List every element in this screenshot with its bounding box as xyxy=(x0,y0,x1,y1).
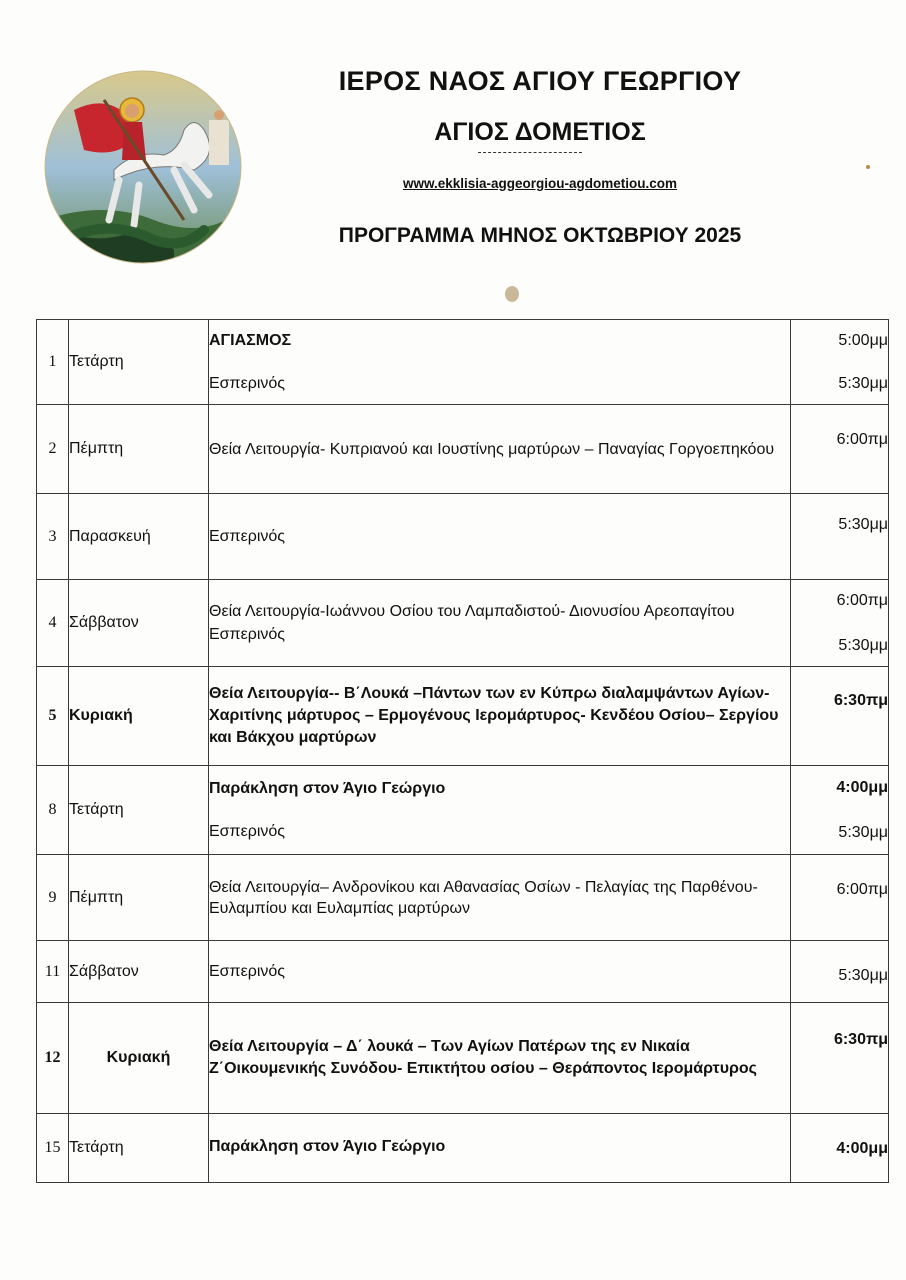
date-cell: 1 xyxy=(37,320,69,405)
time-cell xyxy=(791,667,889,766)
church-title: ΙΕΡΟΣ ΝΑΟΣ ΑΓΙΟΥ ΓΕΩΡΓΙΟΥ xyxy=(338,66,742,96)
table-row xyxy=(37,1003,889,1114)
table-row xyxy=(37,941,889,1003)
service-cell xyxy=(209,667,791,766)
service-name: Θεία Λειτουργία-- Β΄Λουκά –Πάντων των εν Κύπρω διαλαμψάντων Αγίων- Χαριτίνης μάρτυρος – Ερμογένους Ιερομάρτυρος- Κενδέου Οσίου– Σεργίου και Βάκχου μαρτύρων xyxy=(209,685,779,746)
time-cell xyxy=(791,855,889,941)
service-name: Εσπερινός xyxy=(209,963,285,980)
weekday-cell: Πέμπτη xyxy=(69,405,209,494)
time-cell xyxy=(791,941,889,1003)
service-cell xyxy=(209,766,791,855)
service-cell xyxy=(209,1114,791,1183)
service-name: Θεία Λειτουργία- Κυπριανού και Ιουστίνης μαρτύρων – Παναγίας Γοργοεπηκόου xyxy=(209,440,775,458)
service-time: 6:30πμ xyxy=(833,1031,888,1048)
paper-speck xyxy=(866,165,870,169)
service-name: ΑΓΙΑΣΜΟΣ xyxy=(209,332,292,349)
weekday-cell: Κυριακή xyxy=(69,667,209,766)
weekday-cell: Πέμπτη xyxy=(69,855,209,941)
paper-speck xyxy=(505,286,519,302)
service-cell xyxy=(209,494,791,580)
service-time: 5:30μμ xyxy=(838,375,888,392)
table-row xyxy=(37,320,889,405)
service-cell xyxy=(209,405,791,494)
date-cell: 4 xyxy=(37,580,69,667)
date-cell: 9 xyxy=(37,855,69,941)
weekday-cell: Τετάρτη xyxy=(69,320,209,405)
time-cell xyxy=(791,766,889,855)
service-time: 5:30μμ xyxy=(838,637,888,654)
service-name: Εσπερινός xyxy=(209,528,285,545)
service-cell xyxy=(209,941,791,1003)
service-time: 6:30πμ xyxy=(833,692,888,709)
service-name: Παράκληση στον Άγιο Γεώργιο xyxy=(209,780,446,797)
weekday-cell: Τετάρτη xyxy=(69,766,209,855)
schedule-table xyxy=(36,319,889,1183)
service-time: 6:00πμ xyxy=(836,431,888,448)
table-row xyxy=(37,1114,889,1183)
service-time: 6:00πμ xyxy=(836,881,888,898)
service-name: Εσπερινός xyxy=(209,626,285,643)
table-row xyxy=(37,855,889,941)
service-time: 4:00μμ xyxy=(836,779,888,796)
time-cell xyxy=(791,1114,889,1183)
date-cell: 3 xyxy=(37,494,69,580)
service-time: 5:00μμ xyxy=(838,332,888,349)
table-row xyxy=(37,667,889,766)
table-row xyxy=(37,494,889,580)
service-time: 5:30μμ xyxy=(838,967,888,984)
weekday-cell: Παρασκευή xyxy=(69,494,209,580)
time-cell xyxy=(791,580,889,667)
saint-george-icon xyxy=(44,70,242,265)
time-cell xyxy=(791,320,889,405)
time-cell xyxy=(791,405,889,494)
divider xyxy=(478,152,582,153)
service-cell xyxy=(209,1003,791,1114)
table-row xyxy=(37,405,889,494)
time-cell xyxy=(791,494,889,580)
date-cell: 15 xyxy=(37,1114,69,1183)
service-time: 5:30μμ xyxy=(838,824,888,841)
website-link[interactable]: www.ekklisia-aggeorgiou-agdometiou.com xyxy=(402,176,678,191)
service-time: 4:00μμ xyxy=(836,1139,888,1157)
date-cell: 11 xyxy=(37,941,69,1003)
table-row xyxy=(37,580,889,667)
service-name: Θεία Λειτουργία– Ανδρονίκου και Αθανασίας Οσίων - Πελαγίας της Παρθένου-Ευλαμπίου και Ευλαμπίας μαρτύρων xyxy=(209,878,758,917)
service-cell xyxy=(209,855,791,941)
service-name: Θεία Λειτουργία – Δ΄ λουκά – Των Αγίων Πατέρων της εν Νικαία Ζ΄Οικουμενικής Συνόδου- Επικτήτου οσίου – Θεράποντος Ιερομάρτυρος xyxy=(209,1038,757,1077)
service-cell xyxy=(209,320,791,405)
service-name: Εσπερινός xyxy=(209,375,285,392)
service-name: Θεία Λειτουργία-Ιωάννου Οσίου του Λαμπαδιστού- Διονυσίου Αρεοπαγίτου xyxy=(209,603,735,620)
weekday-cell: Κυριακή xyxy=(69,1003,209,1114)
weekday-cell: Σάββατον xyxy=(69,941,209,1003)
table-row xyxy=(37,766,889,855)
service-name: Εσπερινός xyxy=(209,823,285,840)
service-cell xyxy=(209,580,791,667)
date-cell: 8 xyxy=(37,766,69,855)
time-cell xyxy=(791,1003,889,1114)
date-cell: 12 xyxy=(37,1003,69,1114)
weekday-cell: Σάββατον xyxy=(69,580,209,667)
service-time: 5:30μμ xyxy=(838,516,888,533)
service-time: 6:00πμ xyxy=(836,592,888,609)
church-location: ΑΓΙΟΣ ΔΟΜΕΤΙΟΣ xyxy=(434,118,646,146)
program-title: ΠΡΟΓΡΑΜΜΑ ΜΗΝΟΣ ΟΚΤΩΒΡΙΟΥ 2025 xyxy=(338,224,742,247)
weekday-cell: Τετάρτη xyxy=(69,1114,209,1183)
date-cell: 2 xyxy=(37,405,69,494)
service-name: Παράκληση στον Άγιο Γεώργιο xyxy=(209,1138,446,1155)
date-cell: 5 xyxy=(37,667,69,766)
